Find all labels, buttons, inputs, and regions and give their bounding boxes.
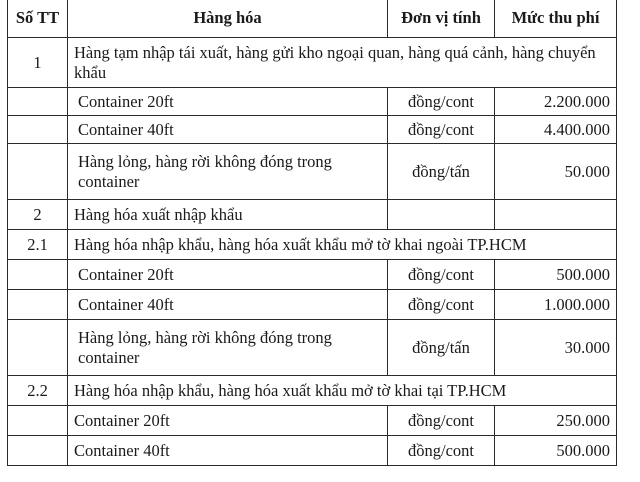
row-unit: đồng/cont	[388, 88, 495, 116]
row-unit: đồng/tấn	[388, 320, 495, 376]
row-fee: 1.000.000	[495, 290, 617, 320]
row-stt	[8, 260, 68, 290]
table-row	[8, 88, 617, 116]
table-row	[8, 230, 617, 260]
row-fee: 500.000	[495, 436, 617, 466]
row-fee	[495, 200, 617, 230]
row-stt: 1	[8, 38, 68, 88]
row-stt	[8, 290, 68, 320]
row-goods: Hàng tạm nhập tái xuất, hàng gửi kho ngoại quan, hàng quá cảnh, hàng chuyển khẩu	[68, 38, 617, 88]
row-fee: 250.000	[495, 406, 617, 436]
table-row	[8, 116, 617, 144]
fee-table	[7, 0, 617, 466]
row-stt	[8, 116, 68, 144]
table-row	[8, 260, 617, 290]
table-row	[8, 200, 617, 230]
row-fee: 500.000	[495, 260, 617, 290]
row-stt	[8, 320, 68, 376]
row-goods: Hàng hóa nhập khẩu, hàng hóa xuất khẩu mở tờ khai tại TP.HCM	[68, 376, 617, 406]
row-fee: 4.400.000	[495, 116, 617, 144]
row-goods: Hàng hóa nhập khẩu, hàng hóa xuất khẩu mở tờ khai ngoài TP.HCM	[68, 230, 617, 260]
row-stt	[8, 436, 68, 466]
row-goods: Container 20ft	[68, 88, 388, 116]
row-unit: đồng/cont	[388, 116, 495, 144]
header-fee: Mức thu phí	[495, 0, 617, 38]
row-stt	[8, 406, 68, 436]
table-row	[8, 144, 617, 200]
row-goods: Container 40ft	[68, 436, 388, 466]
row-unit: đồng/tấn	[388, 144, 495, 200]
header-goods: Hàng hóa	[68, 0, 388, 38]
row-fee: 30.000	[495, 320, 617, 376]
row-stt: 2.1	[8, 230, 68, 260]
row-unit	[388, 200, 495, 230]
table-row	[8, 38, 617, 88]
row-stt: 2	[8, 200, 68, 230]
row-fee: 50.000	[495, 144, 617, 200]
row-goods: Hàng hóa xuất nhập khẩu	[68, 200, 388, 230]
header-stt: Số TT	[8, 0, 68, 38]
row-stt: 2.2	[8, 376, 68, 406]
row-unit: đồng/cont	[388, 436, 495, 466]
row-goods: Container 40ft	[68, 290, 388, 320]
header-row	[8, 0, 617, 38]
row-stt	[8, 144, 68, 200]
table-row	[8, 376, 617, 406]
table-row	[8, 406, 617, 436]
row-unit: đồng/cont	[388, 406, 495, 436]
row-fee: 2.200.000	[495, 88, 617, 116]
table-row	[8, 290, 617, 320]
row-stt	[8, 88, 68, 116]
row-unit: đồng/cont	[388, 260, 495, 290]
row-goods: Container 40ft	[68, 116, 388, 144]
table-row	[8, 436, 617, 466]
header-unit: Đơn vị tính	[388, 0, 495, 38]
row-goods: Hàng lỏng, hàng rời không đóng trong container	[68, 144, 388, 200]
row-unit: đồng/cont	[388, 290, 495, 320]
row-goods: Container 20ft	[68, 406, 388, 436]
row-goods: Container 20ft	[68, 260, 388, 290]
table-row	[8, 320, 617, 376]
row-goods: Hàng lỏng, hàng rời không đóng trong container	[68, 320, 388, 376]
